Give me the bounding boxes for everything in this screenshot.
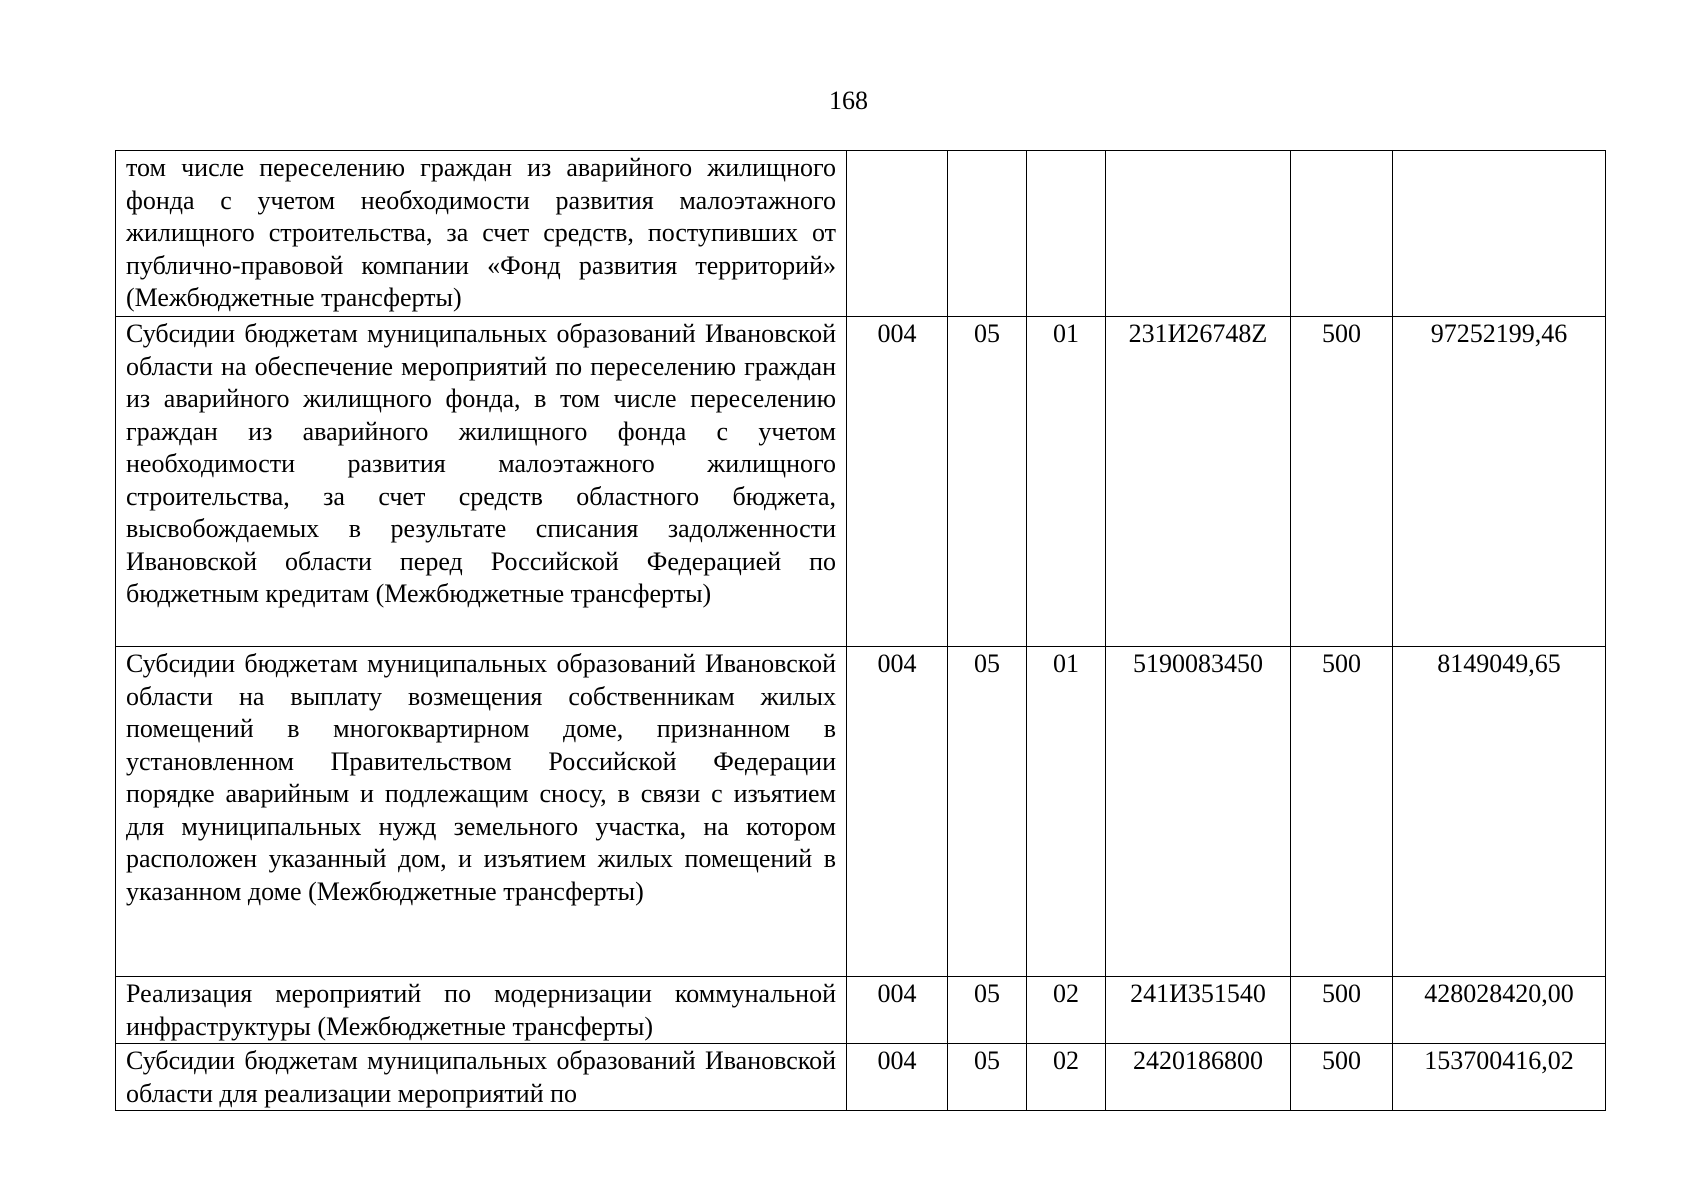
cell-sum xyxy=(1393,151,1606,317)
cell-ved: 004 xyxy=(847,1044,948,1111)
cell-vr: 500 xyxy=(1291,647,1393,977)
table-row xyxy=(116,317,1606,647)
row-description: Субсидии бюджетам муниципальных образований Ивановской области для реализации мероприятий по xyxy=(116,1044,847,1111)
cell-ved: 004 xyxy=(847,647,948,977)
cell-pr: 01 xyxy=(1027,647,1106,977)
cell-sum: 153700416,02 xyxy=(1393,1044,1606,1111)
row-description: Реализация мероприятий по модернизации коммунальной инфраструктуры (Межбюджетные трансферты) xyxy=(116,977,847,1044)
page-number: 168 xyxy=(829,86,868,115)
cell-rz: 05 xyxy=(948,317,1027,647)
cell-ved: 004 xyxy=(847,317,948,647)
cell-csr: 241И351540 xyxy=(1106,977,1291,1044)
cell-rz xyxy=(948,151,1027,317)
cell-vr: 500 xyxy=(1291,317,1393,647)
row-description: Субсидии бюджетам муниципальных образований Ивановской области на выплату возмещения собственникам жилых помещений в многоквартирном доме, признанном в установленном Правительством Российской Федерации порядке аварийным и подлежащим сносу, в связи с изъятием для муниципальных нужд земельного участка, на котором расположен указанный дом, и изъятием жилых помещений в указанном доме (Межбюджетные трансферты) xyxy=(116,647,847,977)
table-row xyxy=(116,977,1606,1044)
cell-vr: 500 xyxy=(1291,1044,1393,1111)
cell-ved xyxy=(847,151,948,317)
cell-csr: 231И26748Z xyxy=(1106,317,1291,647)
cell-csr: 2420186800 xyxy=(1106,1044,1291,1111)
cell-pr: 01 xyxy=(1027,317,1106,647)
table-row xyxy=(116,151,1606,317)
row-description: том числе переселению граждан из аварийного жилищного фонда с учетом необходимости развития малоэтажного жилищного строительства, за счет средств, поступивших от публично-правовой компании «Фонд развития территорий» (Межбюджетные трансферты) xyxy=(116,151,847,317)
cell-pr: 02 xyxy=(1027,1044,1106,1111)
cell-rz: 05 xyxy=(948,1044,1027,1111)
cell-sum: 8149049,65 xyxy=(1393,647,1606,977)
cell-vr: 500 xyxy=(1291,977,1393,1044)
cell-sum: 428028420,00 xyxy=(1393,977,1606,1044)
cell-pr xyxy=(1027,151,1106,317)
cell-csr: 5190083450 xyxy=(1106,647,1291,977)
cell-vr xyxy=(1291,151,1393,317)
cell-ved: 004 xyxy=(847,977,948,1044)
budget-table xyxy=(115,150,1606,1111)
cell-rz: 05 xyxy=(948,647,1027,977)
table-row xyxy=(116,647,1606,977)
table-row xyxy=(116,1044,1606,1111)
row-description: Субсидии бюджетам муниципальных образований Ивановской области на обеспечение мероприятий по переселению граждан из аварийного жилищного фонда, в том числе переселению граждан из аварийного жилищного фонда с учетом необходимости развития малоэтажного жилищного строительства, за счет средств областного бюджета, высвобождаемых в результате списания задолженности Ивановской области перед Российской Федерацией по бюджетным кредитам (Межбюджетные трансферты) xyxy=(116,317,847,647)
cell-csr xyxy=(1106,151,1291,317)
cell-pr: 02 xyxy=(1027,977,1106,1044)
cell-sum: 97252199,46 xyxy=(1393,317,1606,647)
cell-rz: 05 xyxy=(948,977,1027,1044)
